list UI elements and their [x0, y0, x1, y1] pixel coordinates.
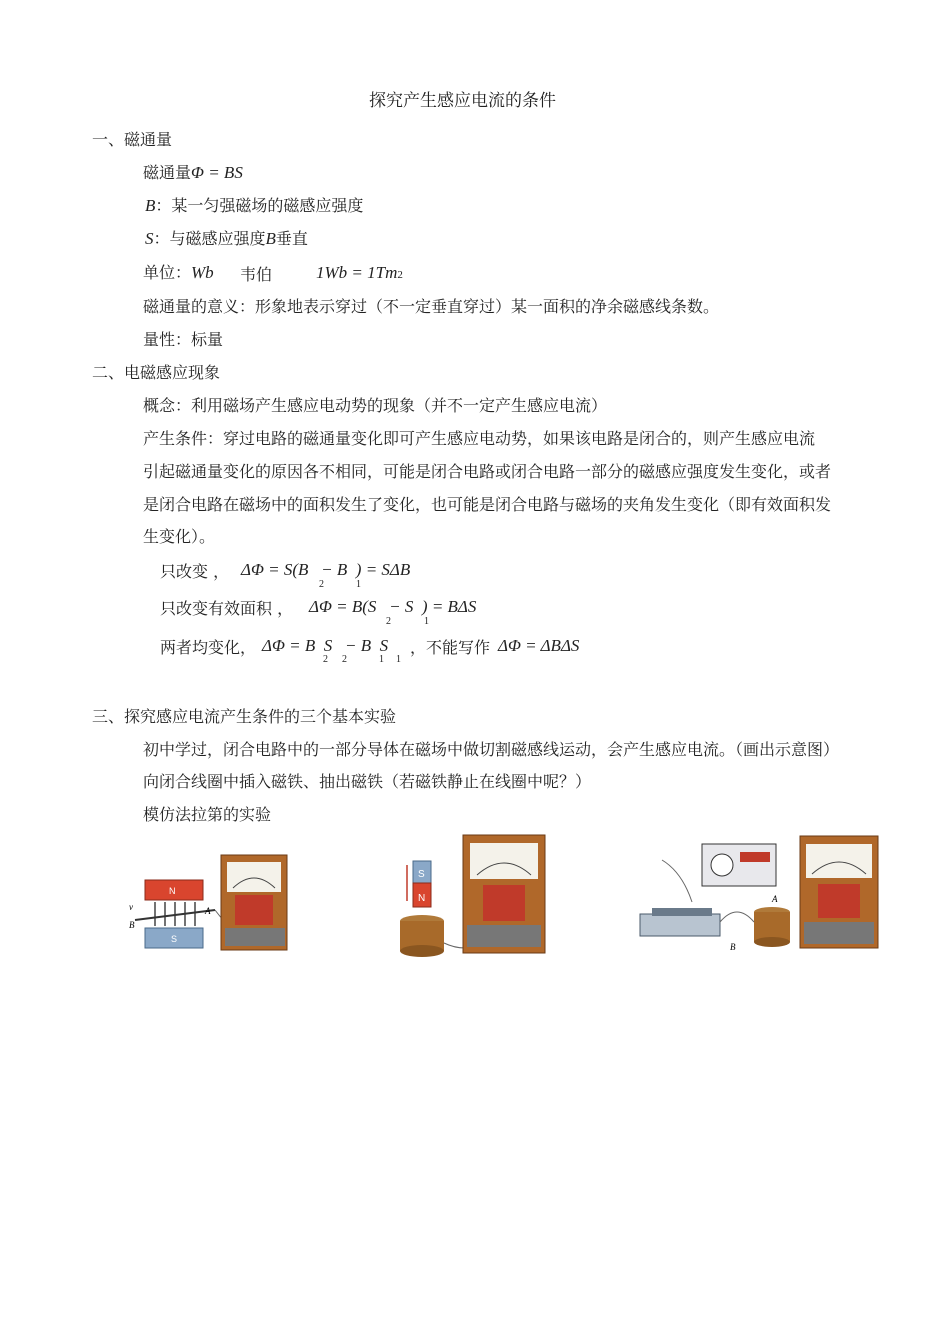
case1-sub-1: 1 [356, 579, 361, 590]
case1-formula: ΔΦ = S(B − B ) = SΔB [241, 560, 411, 579]
case2-sub-2: 2 [386, 616, 391, 627]
s-definition-text2: 垂直 [275, 229, 308, 248]
fig1-n-label: N [169, 886, 176, 896]
unit-symbol: Wb [191, 263, 214, 282]
case3-note: ，不能写作 [410, 638, 491, 657]
unit-label: 单位： [143, 263, 192, 282]
case2-formula: ΔΦ = B(S − S ) = BΔS [309, 597, 477, 616]
case3-formula2: ΔΦ = ΔBΔS [498, 636, 580, 655]
experiment-figure-conductor [125, 850, 295, 960]
flux-label: 磁通量 [143, 163, 192, 182]
condition-line-3: 是闭合电路在磁场中的面积发生了变化，也可能是闭合电路与磁场的夹角发生变化（即有效面积发 [143, 495, 832, 514]
fig2-n-label: N [418, 893, 426, 904]
unit-name: 韦伯 [240, 265, 273, 284]
experiment-figure-faraday [632, 832, 882, 957]
flux-nature: 量性：标量 [143, 330, 224, 349]
experiment-figure-magnet-coil [395, 833, 555, 961]
unit-equation-text: 1Wb = 1Tm [316, 263, 398, 282]
flux-meaning: 磁通量的意义：形象地表示穿过（不一定垂直穿过）某一面积的净余磁感线条数。 [143, 297, 720, 316]
fig1-a-label: A [205, 906, 211, 916]
section1-heading: 一、磁通量 [92, 130, 173, 149]
s-definition-text: ：与磁感应强度 [153, 229, 266, 248]
experiment-line-3: 模仿法拉第的实验 [143, 805, 272, 824]
flux-formula: Φ = BS [191, 163, 243, 182]
flux-definition-line [143, 163, 243, 183]
section3-heading: 三、探究感应电流产生条件的三个基本实验 [92, 707, 397, 726]
b-definition-line [145, 196, 363, 216]
case2-sub-1: 1 [424, 616, 429, 627]
condition-line-4: 生变化）。 [143, 527, 216, 546]
unit-equation [316, 263, 403, 285]
case1-sub-2: 2 [319, 579, 324, 590]
concept-line: 概念：利用磁场产生感应电动势的现象（并不一定产生感应电流） [143, 396, 608, 415]
experiment-line-1: 初中学过，闭合电路中的一部分导体在磁场中做切割磁感线运动，会产生感应电流。（画出示意图） [143, 740, 840, 759]
fig1-v-label: v [129, 902, 133, 912]
fig2-s-label: S [418, 869, 425, 880]
case3-text: 两者均变化， [160, 638, 257, 657]
b-symbol: B [145, 196, 156, 215]
case2-text: 只改变有效面积 ， [160, 599, 294, 618]
condition-line-1: 产生条件：穿过电路的磁通量变化即可产生感应电动势，如果该电路是闭合的，则产生感应电流 [143, 429, 816, 448]
fig3-b-label: B [730, 942, 736, 952]
b-definition-text: ：某一匀强磁场的磁感应强度 [155, 196, 364, 215]
unit-line [143, 263, 214, 283]
case3-sub: 1 [396, 654, 401, 665]
fig1-b-label: B [129, 920, 135, 930]
fig3-a-label: A [772, 894, 778, 904]
section2-heading: 二、电磁感应现象 [92, 363, 221, 382]
fig1-s-label: S [171, 934, 178, 944]
case3-sub: 2 [323, 654, 328, 665]
s-symbol: S [145, 229, 154, 248]
condition-line-2: 引起磁通量变化的原因各不相同，可能是闭合电路或闭合电路一部分的磁感应强度发生变化，或者 [143, 462, 832, 481]
experiment-line-2: 向闭合线圈中插入磁铁、抽出磁铁（若磁铁静止在线圈中呢？） [143, 772, 592, 791]
unit-equation-exp: 2 [397, 269, 403, 281]
case3-sub: 2 [342, 654, 347, 665]
s-definition-line [145, 229, 308, 249]
case1-text: 只改变 ， [160, 562, 230, 581]
s-definition-b-symbol: B [265, 229, 276, 248]
page-title: 探究产生感应电流的条件 [369, 91, 556, 111]
case3-formula: ΔΦ = B S − B S [262, 636, 389, 655]
case3-sub: 1 [379, 654, 384, 665]
